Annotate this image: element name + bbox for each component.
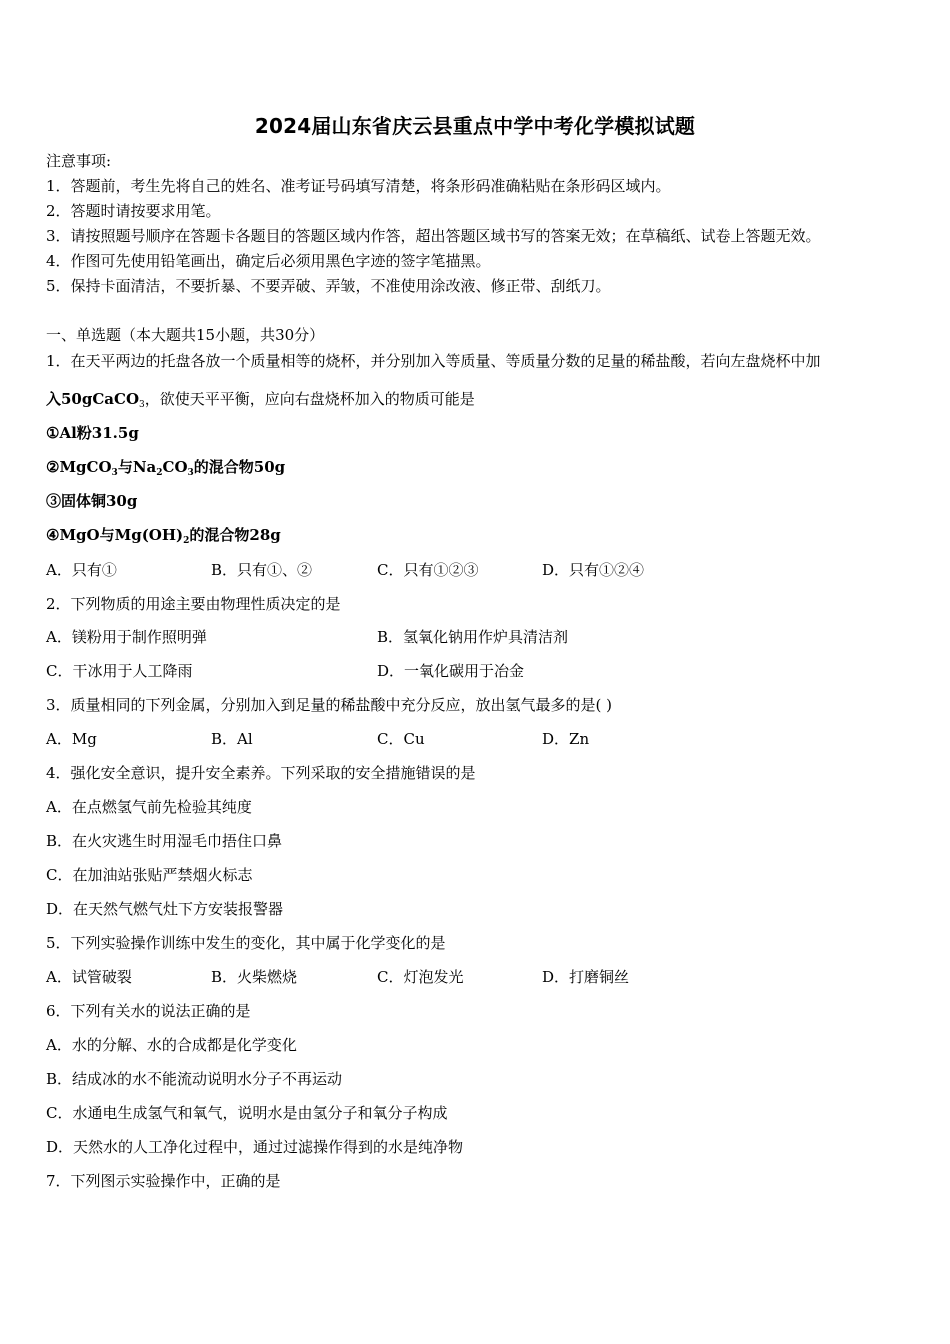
section-heading: 一、单选题（本大题共15小题，共30分） bbox=[46, 326, 325, 344]
question-4-option-c: C．在加油站张贴严禁烟火标志 bbox=[46, 866, 253, 884]
page-title: 2024届山东省庆云县重点中学中考化学模拟试题 bbox=[254, 114, 696, 138]
text-fragment: 与Na bbox=[117, 458, 157, 476]
question-6-option-d: D．天然水的人工净化过程中，通过过滤操作得到的水是纯净物 bbox=[46, 1138, 464, 1156]
notice-item: 3．请按照题号顺序在答题卡各题目的答题区域内作答，超出答题区域书写的答案无效；在草稿纸、试卷上答题无效。 bbox=[46, 227, 821, 245]
question-4-option-a: A．在点燃氢气前先检验其纯度 bbox=[46, 798, 252, 816]
question-2-stem: 2．下列物质的用途主要由物理性质决定的是 bbox=[46, 595, 341, 613]
notice-item: 5．保持卡面清洁，不要折暴、不要弄破、弄皱，不准使用涂改液、修正带、刮纸刀。 bbox=[46, 277, 611, 295]
notice-item: 2．答题时请按要求用笔。 bbox=[46, 202, 221, 220]
question-6-stem: 6．下列有关水的说法正确的是 bbox=[46, 1002, 251, 1020]
notice-item: 1．答题前，考生先将自己的姓名、准考证号码填写清楚，将条形码准确粘贴在条形码区域内。 bbox=[46, 177, 671, 195]
text-fragment: 入50gCaCO bbox=[46, 390, 140, 408]
text-fragment: ②MgCO bbox=[46, 458, 112, 476]
question-1-item-1: ①Al粉31.5g bbox=[46, 424, 139, 442]
question-7-stem: 7．下列图示实验操作中，正确的是 bbox=[46, 1172, 281, 1190]
question-3-option-d: D．Zn bbox=[542, 730, 590, 748]
question-5-option-b: B．火柴燃烧 bbox=[211, 968, 298, 986]
notice-heading: 注意事项: bbox=[46, 152, 112, 170]
text-fragment: ④MgO与Mg(OH) bbox=[46, 526, 184, 544]
question-2-option-c: C．干冰用于人工降雨 bbox=[46, 662, 193, 680]
question-4-option-d: D．在天然气燃气灶下方安装报警器 bbox=[46, 900, 284, 918]
text-fragment: CO bbox=[162, 458, 188, 476]
question-1-option-c: C．只有①②③ bbox=[377, 561, 479, 579]
subscript: 3 bbox=[111, 468, 118, 478]
question-4-stem: 4．强化安全意识，提升安全素养。下列采取的安全措施错误的是 bbox=[46, 764, 476, 782]
question-1-option-b: B．只有①、② bbox=[211, 561, 313, 579]
question-5-option-d: D．打磨铜丝 bbox=[542, 968, 630, 986]
question-5-stem: 5．下列实验操作训练中发生的变化，其中属于化学变化的是 bbox=[46, 934, 446, 952]
question-1-stem-line2 bbox=[46, 389, 475, 412]
subscript: 3 bbox=[139, 400, 145, 410]
subscript: 2 bbox=[156, 468, 163, 478]
question-1-item-2 bbox=[46, 457, 285, 480]
question-1-option-d: D．只有①②④ bbox=[542, 561, 645, 579]
question-6-option-c: C．水通电生成氢气和氧气，说明水是由氢分子和氧分子构成 bbox=[46, 1104, 448, 1122]
question-3-stem: 3．质量相同的下列金属，分别加入到足量的稀盐酸中充分反应，放出氢气最多的是( ) bbox=[46, 696, 613, 714]
question-2-option-d: D．一氧化碳用于冶金 bbox=[377, 662, 525, 680]
subscript: 2 bbox=[183, 536, 190, 546]
subscript: 3 bbox=[187, 468, 194, 478]
question-6-option-a: A．水的分解、水的合成都是化学变化 bbox=[46, 1036, 297, 1054]
notice-item: 4．作图可先使用铅笔画出，确定后必须用黑色字迹的签字笔描黑。 bbox=[46, 252, 491, 270]
question-3-option-a: A．Mg bbox=[46, 730, 97, 748]
question-2-option-b: B．氢氧化钠用作炉具清洁剂 bbox=[377, 628, 569, 646]
question-5-option-a: A．试管破裂 bbox=[46, 968, 132, 986]
question-4-option-b: B．在火灾逃生时用湿毛巾捂住口鼻 bbox=[46, 832, 283, 850]
question-6-option-b: B．结成冰的水不能流动说明水分子不再运动 bbox=[46, 1070, 343, 1088]
question-1-option-a: A．只有① bbox=[46, 561, 117, 579]
question-1-item-3: ③固体铜30g bbox=[46, 492, 138, 510]
question-1-item-4 bbox=[46, 525, 281, 548]
question-1-stem-line1: 1．在天平两边的托盘各放一个质量相等的烧杯，并分别加入等质量、等质量分数的足量的稀盐酸，若向左盘烧杯中加 bbox=[46, 352, 821, 370]
text-fragment: 的混合物28g bbox=[189, 526, 281, 544]
question-3-option-b: B．Al bbox=[211, 730, 253, 748]
text-fragment: ，欲使天平平衡，应向右盘烧杯加入的物质可能是 bbox=[144, 390, 475, 408]
question-5-option-c: C．灯泡发光 bbox=[377, 968, 464, 986]
text-fragment: 的混合物50g bbox=[193, 458, 286, 476]
question-2-option-a: A．镁粉用于制作照明弹 bbox=[46, 628, 207, 646]
question-3-option-c: C．Cu bbox=[377, 730, 425, 748]
